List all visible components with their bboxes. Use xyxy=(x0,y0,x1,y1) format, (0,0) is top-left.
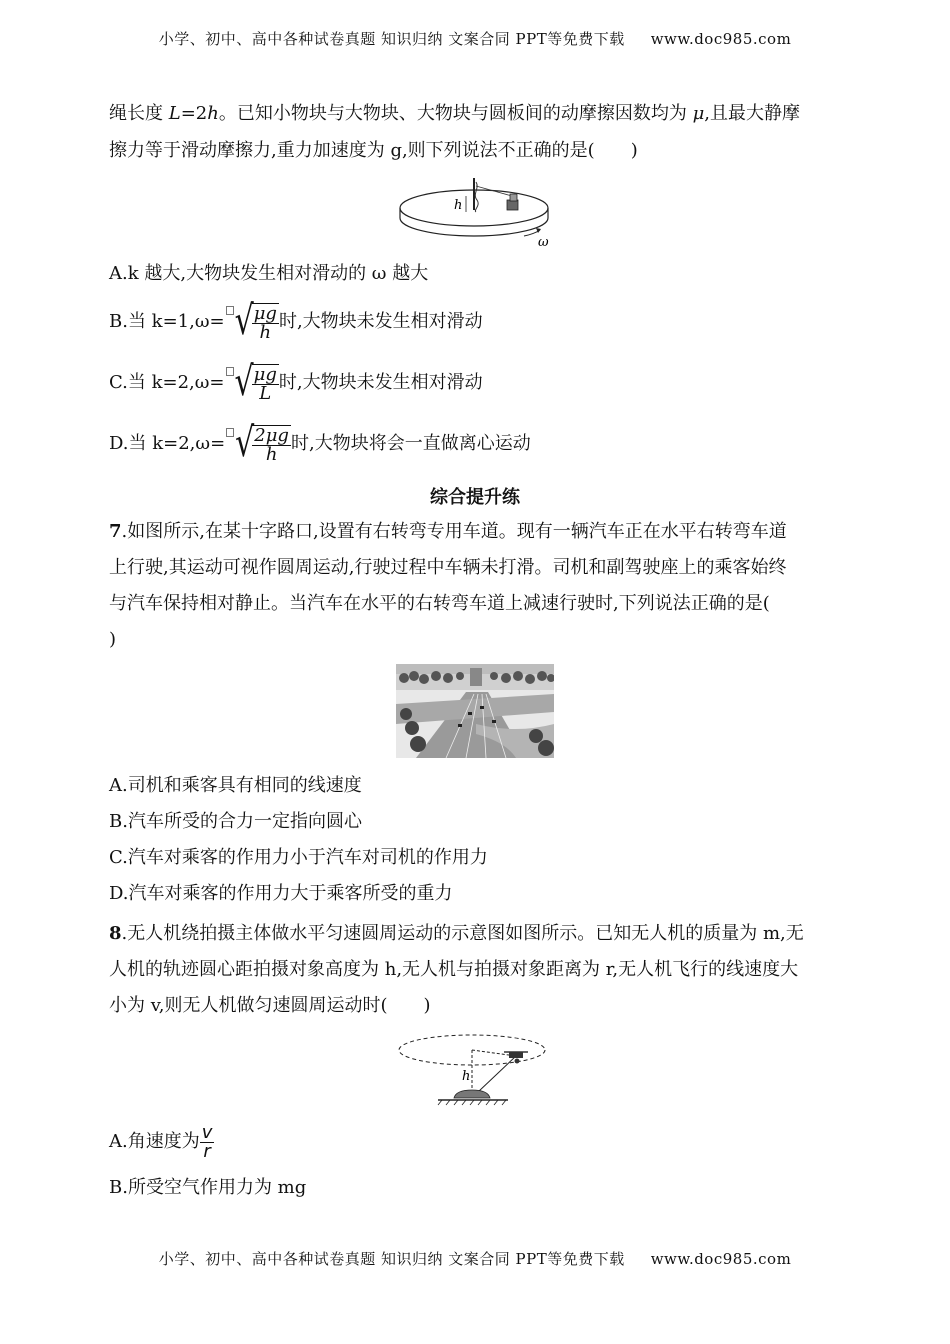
q8-optA-pre: A.角速度为 xyxy=(109,1131,200,1152)
placeholder-box-icon xyxy=(226,428,234,437)
q6-line1-a: 绳长度 xyxy=(109,103,169,124)
q7-option-a: A.司机和乘客具有相同的线速度 xyxy=(109,775,362,796)
q8-line2: 人机的轨迹圆心距拍摄对象高度为 h,无人机与拍摄对象距离为 r,无人机飞行的线速度大 xyxy=(109,959,799,980)
section-title: 综合提升练 xyxy=(430,487,520,508)
q6-optB-num: μg xyxy=(253,302,277,324)
q6-line1-L: L xyxy=(168,103,181,124)
sqrt-icon: √ $\frac{2\mu g}{h}$ xyxy=(235,419,289,467)
q6-optD-post: 时,大物块将会一直做离心运动 xyxy=(290,433,531,454)
q6-optB-pre: B.当 k=1,ω= xyxy=(109,311,225,332)
q8-option-b: B.所受空气作用力为 mg xyxy=(109,1177,307,1198)
q8-number: 8 xyxy=(109,923,122,944)
q6-optD-pre: D.当 k=2,ω= xyxy=(109,433,226,454)
q8-line1 xyxy=(109,922,804,946)
q8-line3: 小为 v,则无人机做匀速圆周运动时( ) xyxy=(109,995,431,1016)
q7-line1-text: .如图所示,在某十字路口,设置有右转弯专用车道。现有一辆汽车正在水平右转弯车道 xyxy=(121,521,787,542)
placeholder-box-icon xyxy=(226,306,234,315)
q8-optA-den: r xyxy=(203,1140,211,1162)
q6-fig-omega: ω xyxy=(538,235,549,250)
q6-optC-post: 时,大物块未发生相对滑动 xyxy=(278,372,483,393)
q8-drone-figure xyxy=(396,1030,554,1106)
page-footer xyxy=(0,1248,950,1269)
q6-line1-b: =2 xyxy=(180,103,208,124)
q6-line1-mu: μ xyxy=(692,103,705,124)
header-site: www.doc985.com xyxy=(650,30,792,48)
q6-option-c xyxy=(109,358,483,406)
footer-site: www.doc985.com xyxy=(650,1250,792,1268)
q6-option-a: A.k 越大,大物块发生相对滑动的 ω 越大 xyxy=(109,263,429,284)
q8-optA-num: v xyxy=(201,1121,213,1143)
q8-option-a xyxy=(109,1122,214,1162)
q7-option-b: B.汽车所受的合力一定指向圆心 xyxy=(109,811,362,832)
q6-optB-post: 时,大物块未发生相对滑动 xyxy=(278,311,483,332)
q8-fig-h: h xyxy=(462,1069,471,1084)
q6-fig-h: h xyxy=(454,198,463,213)
q7-option-c: C.汽车对乘客的作用力小于汽车对司机的作用力 xyxy=(109,847,488,868)
drone-icon xyxy=(504,1052,528,1064)
q6-optC-den: L xyxy=(259,382,272,404)
header-text: 小学、初中、高中各种试卷真题 知识归纳 文案合同 PPT等免费下载 xyxy=(158,30,625,48)
footer-text: 小学、初中、高中各种试卷真题 知识归纳 文案合同 PPT等免费下载 xyxy=(158,1250,625,1268)
q7-option-d: D.汽车对乘客的作用力大于乘客所受的重力 xyxy=(109,883,453,904)
page-header xyxy=(0,28,950,49)
q7-number: 7 xyxy=(109,521,122,542)
q6-optC-num: μg xyxy=(253,363,277,385)
sqrt-icon: √ $\frac{\mu g}{L}$ xyxy=(234,358,277,406)
sqrt-icon: √ $\frac{\mu g}{h}$ xyxy=(234,297,277,345)
q7-intersection-photo xyxy=(396,664,554,758)
q6-optB-den: h xyxy=(259,321,272,343)
q6-line1-c: 。已知小物块与大物块、大物块与圆板间的动摩擦因数均为 xyxy=(218,103,693,124)
q8-line1-text: .无人机绕拍摄主体做水平匀速圆周运动的示意图如图所示。已知无人机的质量为 m,无 xyxy=(121,923,804,944)
q7-line4: ) xyxy=(109,629,117,650)
q6-line1 xyxy=(109,102,800,126)
q7-line2: 上行驶,其运动可视作圆周运动,行驶过程中车辆未打滑。司机和副驾驶座上的乘客始终 xyxy=(109,557,787,578)
q6-optC-pre: C.当 k=2,ω= xyxy=(109,372,225,393)
q6-disc-figure xyxy=(396,172,556,250)
q6-option-b xyxy=(109,297,483,345)
q7-line3: 与汽车保持相对静止。当汽车在水平的右转弯车道上减速行驶时,下列说法正确的是( xyxy=(109,593,770,614)
q6-line2: 擦力等于滑动摩擦力,重力加速度为 g,则下列说法不正确的是( ) xyxy=(109,140,638,161)
q7-line1 xyxy=(109,520,787,544)
q6-line1-h: h xyxy=(207,103,219,124)
q6-optD-num: 2μg xyxy=(254,424,289,446)
q6-line1-d: ,且最大静摩 xyxy=(704,103,800,124)
q6-optD-den: h xyxy=(265,443,278,465)
placeholder-box-icon xyxy=(226,367,234,376)
q6-option-d xyxy=(109,419,531,467)
